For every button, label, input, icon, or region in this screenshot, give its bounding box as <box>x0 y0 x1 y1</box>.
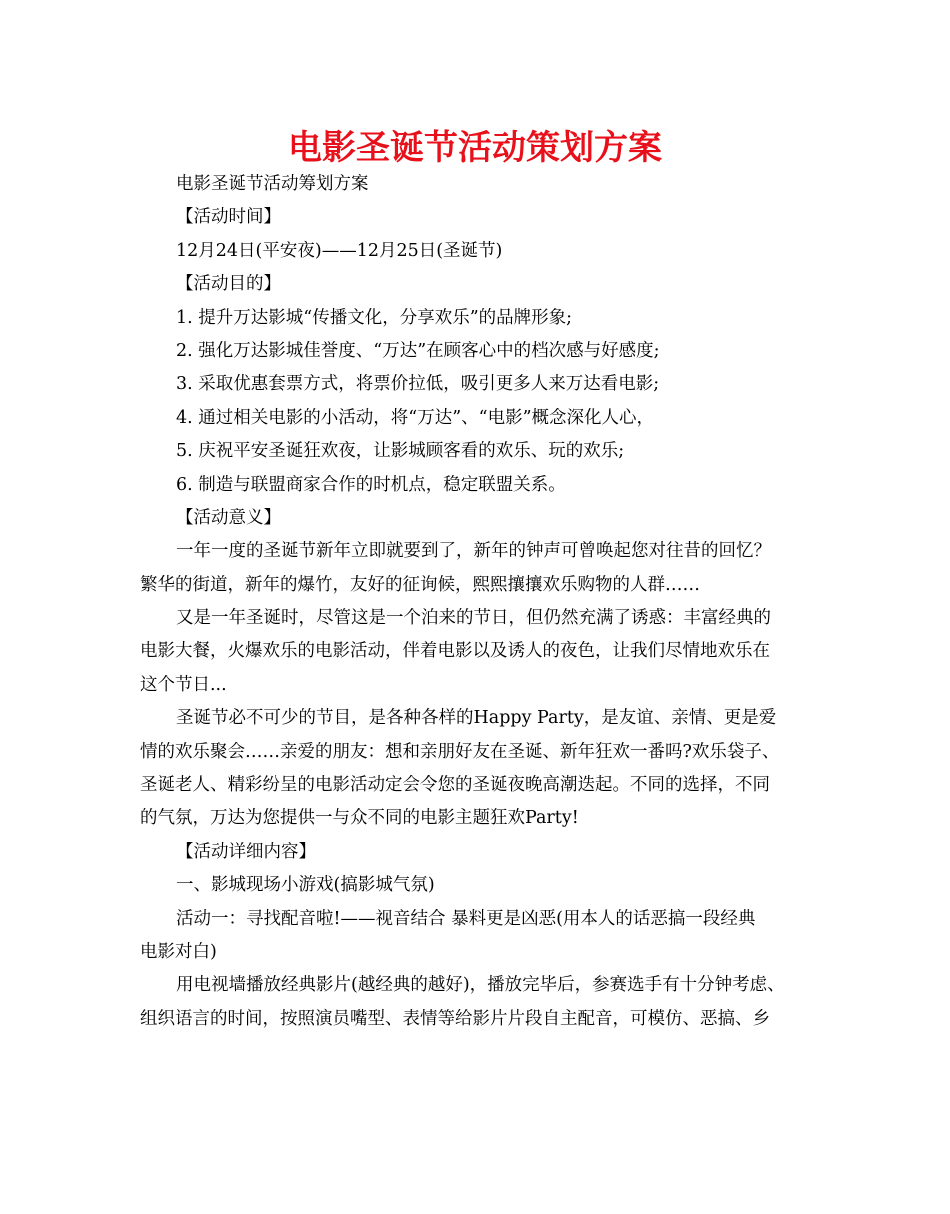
text-line: 圣诞老人、精彩纷呈的电影活动定会令您的圣诞夜晚高潮迭起。不同的选择，不同 <box>140 775 770 796</box>
text-line: 12月24日(平安夜)——12月25日(圣诞节) <box>176 240 503 261</box>
text-line: 2. 强化万达影城佳誉度、“万达”在顾客心中的档次感与好感度; <box>176 340 660 361</box>
text-line: 这个节日... <box>140 674 227 695</box>
text-line: 情的欢乐聚会……亲爱的朋友：想和亲朋好友在圣诞、新年狂欢一番吗?欢乐袋子、 <box>140 741 780 762</box>
text-line: 又是一年圣诞时，尽管这是一个泊来的节日，但仍然充满了诱惑：丰富经典的 <box>176 608 771 629</box>
text-line: 电影大餐，火爆欢乐的电影活动，伴着电影以及诱人的夜色，让我们尽情地欢乐在 <box>140 641 770 662</box>
text-line: 1. 提升万达影城“传播文化，分享欢乐”的品牌形象; <box>176 307 573 328</box>
text-line: 4. 通过相关电影的小活动，将“万达”、“电影”概念深化人心， <box>176 407 655 428</box>
text-line: 电影对白) <box>140 941 217 962</box>
text-line: 一、影城现场小游戏(搞影城气氛) <box>176 875 435 896</box>
document-title: 电影圣诞节活动策划方案 <box>288 128 662 168</box>
text-line: 繁华的街道，新年的爆竹，友好的征询候，熙熙攘攘欢乐购物的人群…… <box>140 574 700 595</box>
text-line: 用电视墙播放经典影片(越经典的越好)，播放完毕后，参赛选手有十分钟考虑、 <box>176 975 785 996</box>
text-line: 【活动意义】 <box>176 507 281 528</box>
document-body <box>140 168 816 1036</box>
text-line: 【活动目的】 <box>176 274 281 295</box>
text-line: 6. 制造与联盟商家合作的时机点，稳定联盟关系。 <box>176 474 566 495</box>
text-line: 一年一度的圣诞节新年立即就要到了，新年的钟声可曾唤起您对往昔的回忆？ <box>176 541 771 562</box>
text-line: 5. 庆祝平安圣诞狂欢夜，让影城顾客看的欢乐、玩的欢乐; <box>176 441 625 462</box>
text-line: 组织语言的时间，按照演员嘴型、表情等给影片片段自主配音，可模仿、恶搞、乡 <box>140 1008 770 1029</box>
text-line: 【活动详细内容】 <box>176 841 316 862</box>
text-line: 圣诞节必不可少的节目，是各种各样的Happy Party，是友谊、亲情、更是爱 <box>176 708 777 729</box>
text-line: 的气氛，万达为您提供一与众不同的电影主题狂欢Party! <box>140 808 579 829</box>
text-line: 3. 采取优惠套票方式，将票价拉低，吸引更多人来万达看电影; <box>176 374 660 395</box>
text-line: 电影圣诞节活动筹划方案 <box>176 174 369 194</box>
text-line: 活动一：寻找配音啦!——视音结合 暴料更是凶恶(用本人的话恶搞一段经典 <box>176 908 756 929</box>
text-line: 【活动时间】 <box>176 207 281 228</box>
